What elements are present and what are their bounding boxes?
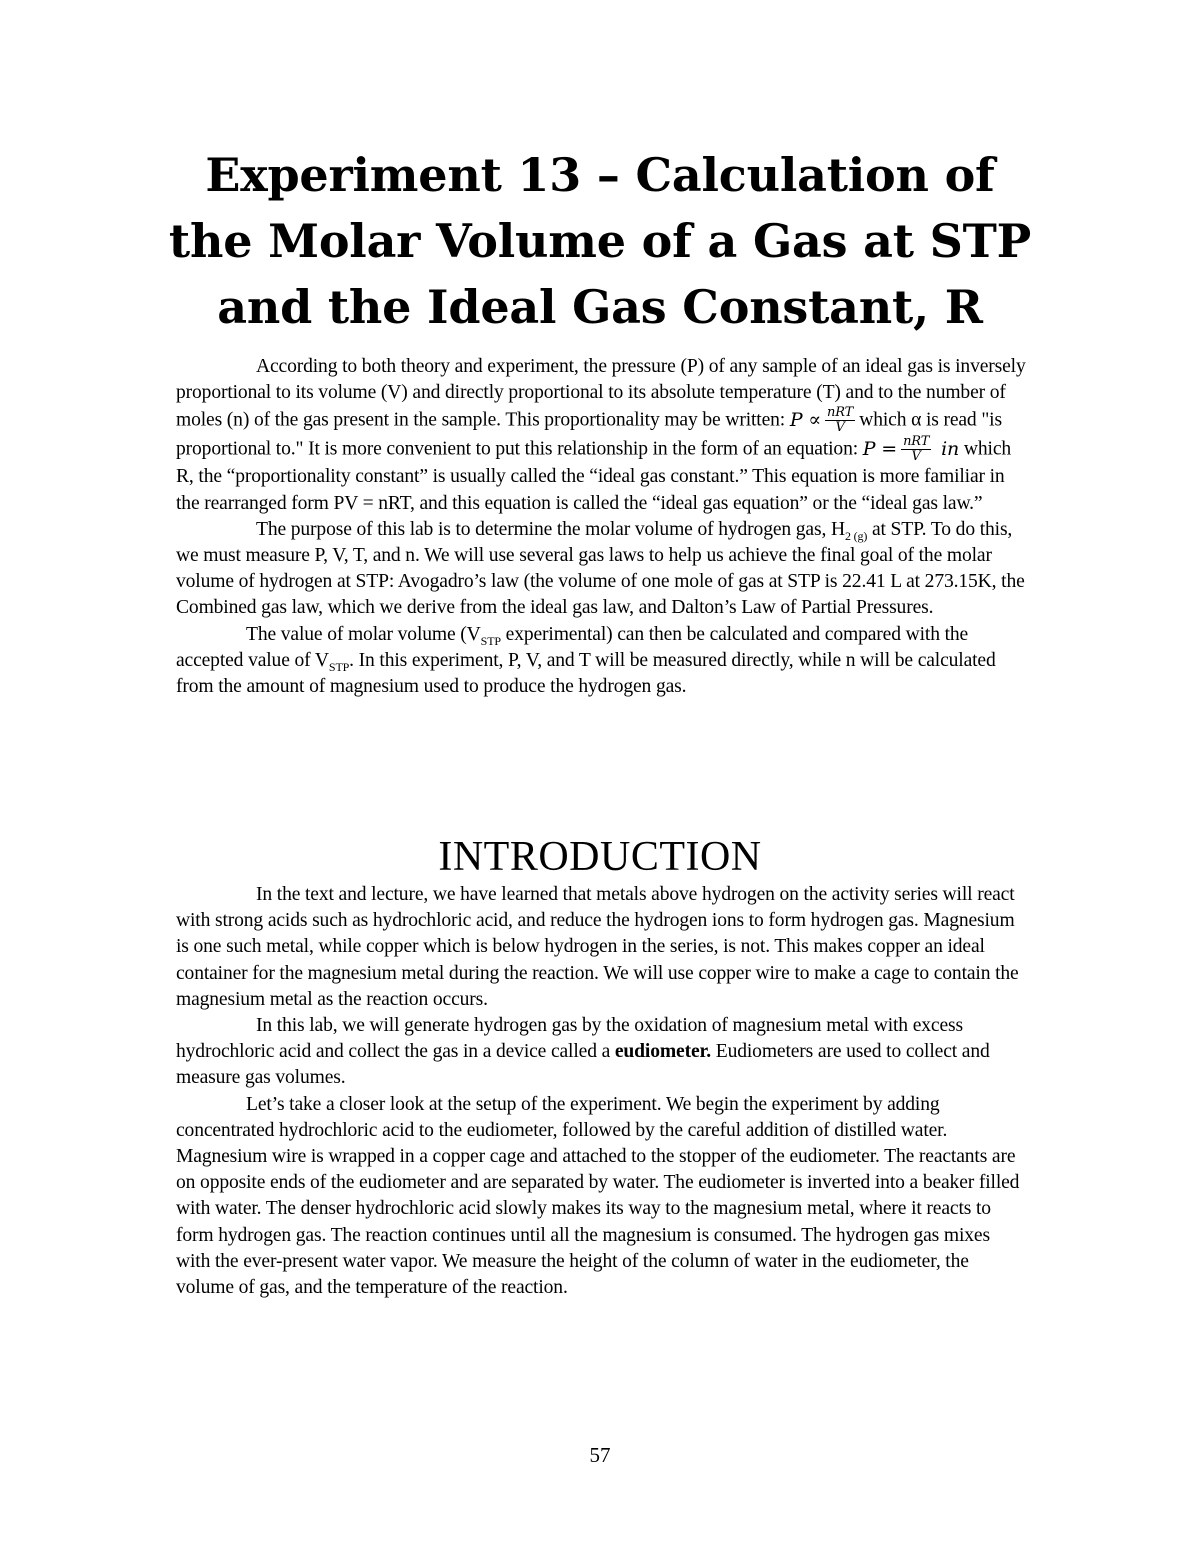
fraction-denominator: V — [835, 420, 845, 436]
stp-subscript-2: STP — [328, 659, 350, 674]
formula-proportional-lhs: P ∝ — [789, 408, 822, 431]
intro-paragraph-1-text-a: According to both theory and experiment, the pressure (P) of any sample of an ideal gas is inversely proportional to its volume (V) and directly proportional to its absolute temperature (T) and to the number of moles (n) of the gas present in the sample. This proportionality may be written: — [176, 356, 1026, 431]
intro-text — [176, 354, 1026, 700]
introduction-text — [176, 882, 1026, 1301]
intro-paragraph-1-text-c: which R, the “proportionality constant” is usually called the “ideal gas constant.” This equation is more familiar in the rearranged form PV = nRT, and this equation is called the “ideal gas equation” or the “ideal gas law.” — [176, 438, 1012, 514]
intro-paragraph-3 — [176, 622, 1026, 701]
page-title — [150, 142, 1050, 340]
introduction-paragraph-2-text-b: Eudiometers are used to collect and measure gas volumes. — [176, 1041, 990, 1089]
section-heading-introduction: INTRODUCTION — [438, 834, 762, 880]
title-line-1: Experiment 13 – Calculation of — [205, 148, 995, 202]
intro-paragraph-2 — [176, 517, 1026, 622]
intro-paragraph-3-text-a: The value of molar volume (V — [246, 623, 481, 645]
fraction-numerator-2: nRT — [903, 434, 930, 450]
fraction-denominator-2: V — [911, 449, 921, 465]
introduction-paragraph-1: In the text and lecture, we have learned that metals above hydrogen on the activity series will react with strong acids such as hydrochloric acid, and reduce the hydrogen ions to form hydrogen gas. Magnesium is one such metal, while copper which is below hydrogen in the series, is not. This makes copper an ideal container for the magnesium metal during the reaction. We will use copper wire to make a cage to contain the magnesium metal as the reaction occurs. — [176, 884, 1019, 1010]
introduction-paragraph-3: Let’s take a closer look at the setup of the experiment. We begin the experiment by adding concentrated hydrochloric acid to the eudiometer, followed by the careful addition of distilled water. Magnesium wire is wrapped in a copper cage and attached to the stopper of the eudiometer. The reactants are on opposite ends of the eudiometer and are separated by water. The eudiometer is inverted into a beaker filled with water. The denser hydrochloric acid slowly makes its way to the magnesium metal, where it reacts to form hydrogen gas. The reaction continues until all the magnesium is consumed. The hydrogen gas mixes with the ever-present water vapor. We measure the height of the column of water in the eudiometer, the volume of gas, and the temperature of the reaction. — [176, 1093, 1020, 1299]
intro-paragraph-3-text-b: experimental) can then be calculated and compared with the accepted value of V — [176, 623, 969, 671]
intro-paragraph-1-text-b: which α is read "is proportional to." It is more convenient to put this relationship in the form of an equation: — [176, 409, 1002, 460]
fraction-numerator: nRT — [827, 405, 854, 421]
fraction-nrt-over-v — [825, 406, 855, 435]
formula-equation-in: in — [941, 437, 960, 460]
introduction-paragraph-2-text-a: In this lab, we will generate hydrogen gas by the oxidation of magnesium metal with excess hydrochloric acid and collect the gas in a device called a — [176, 1015, 963, 1063]
intro-paragraph-1 — [176, 354, 1026, 517]
fraction-nrt-over-v-2 — [901, 435, 931, 464]
eudiometer-term: eudiometer. — [614, 1041, 712, 1063]
title-line-3: and the Ideal Gas Constant, R — [217, 280, 983, 334]
introduction-paragraph-2 — [176, 1013, 1026, 1092]
formula-equation-lhs: P = — [862, 437, 898, 460]
intro-paragraph-2-text-b: at STP. To do this, we must measure P, V, T, and n. We will use several gas laws to help us achieve the final goal of the molar volume of hydrogen at STP: Avogadro’s law (the volume of one mole of gas at STP is 22.41 L at 273.15K, the Combined gas law, which we derive from the ideal gas law, and Dalton’s Law of Partial Pressures. — [176, 518, 1025, 619]
intro-paragraph-3-text-c: . In this experiment, P, V, and T will be measured directly, while n will be calculated from the amount of magnesium used to produce the hydrogen gas. — [176, 649, 996, 698]
title-line-2: the Molar Volume of a Gas at STP — [168, 214, 1032, 268]
h2-subscript: 2 (g) — [844, 528, 868, 543]
page-number: 57 — [589, 1443, 611, 1467]
stp-subscript-1: STP — [480, 633, 501, 648]
formula-equation — [862, 434, 960, 465]
intro-paragraph-2-text-a: The purpose of this lab is to determine the molar volume of hydrogen gas, H — [256, 518, 845, 540]
formula-proportional — [789, 405, 859, 436]
